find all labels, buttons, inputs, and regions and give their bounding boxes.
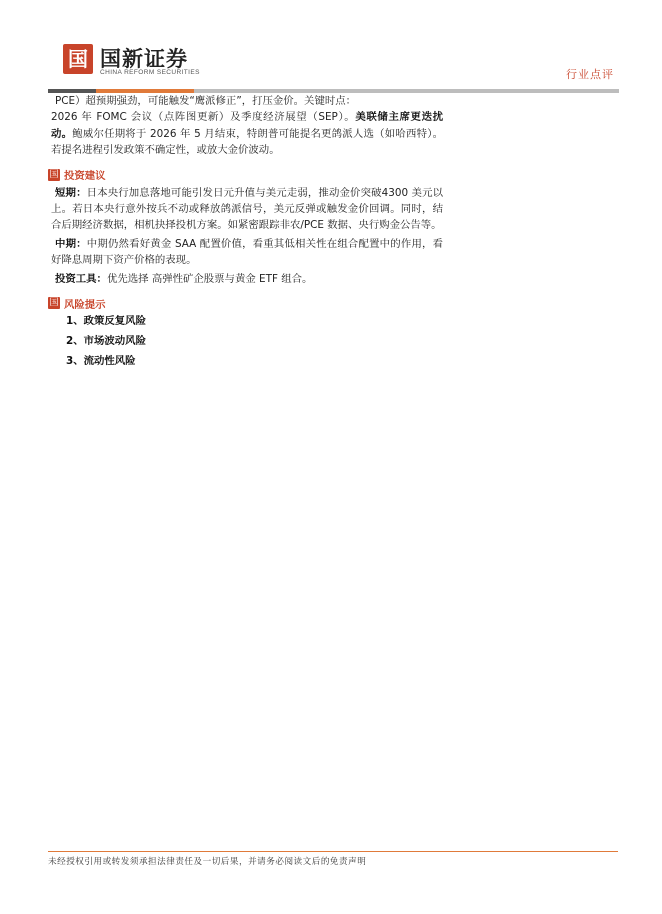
logo-english-name: CHINA REFORM SECURITIES <box>100 69 200 76</box>
intro-paragraph <box>48 93 443 159</box>
intro-line-2: 2026 年 FOMC 会议（点阵图更新）及季度经济展望（SEP）。 <box>51 111 356 124</box>
risk-item: 2、市场波动风险 <box>66 335 146 348</box>
logo-chinese-name: 国新证券 <box>100 46 188 71</box>
footer-divider <box>48 851 618 852</box>
risk-section-header <box>48 295 443 311</box>
tools-label: 投资工具： <box>55 272 107 285</box>
short-term-label: 短期： <box>55 186 87 199</box>
section-icon: 国 <box>49 169 59 180</box>
mid-term-label: 中期： <box>55 237 87 250</box>
section-icon: 国 <box>49 298 59 309</box>
mid-term-paragraph <box>48 236 443 269</box>
intro-text-2: 鲍威尔任期将于 2026 年 5 月结束，特朗普可能提名更鸽派人选（如哈西特）。若提名进程引发政策不确定性，或放大金价波动。 <box>51 127 444 157</box>
company-logo <box>63 44 203 80</box>
investment-section-header <box>48 167 443 183</box>
investment-section-title: 投资建议 <box>64 170 106 183</box>
short-term-paragraph <box>48 185 443 234</box>
short-term-text: 日本央行加息落地可能引发日元升值与美元走弱，推动金价突破4300 美元以上。若日本央行意外按兵不动或释放鸽派信号，美元反弹或触发金价回调。同时，结合后期经济数据，相机抉择投机方案。如紧密跟踪非农/PCE 数据、央行购金公告等。 <box>51 186 444 232</box>
tools-paragraph <box>48 271 443 287</box>
tools-text: 优先选择 高弹性矿企股票与黄金 ETF 组合。 <box>106 272 313 285</box>
mid-term-text: 中期仍然看好黄金 SAA 配置价值，看重其低相关性在组合配置中的作用，看好降息周期下资产价格的表现。 <box>51 237 444 267</box>
report-type-tag: 行业点评 <box>566 68 614 81</box>
risk-item: 1、政策反复风险 <box>66 315 146 328</box>
logo-mark-icon: 国 <box>63 44 93 74</box>
risk-section-title: 风险提示 <box>64 298 106 311</box>
report-body <box>48 93 443 371</box>
intro-bold-heading: 美联储主席更迭扰动。 <box>51 111 444 140</box>
footer-disclaimer: 未经授权引用或转发须承担法律责任及一切后果，并请务必阅读文后的免责声明 <box>48 857 367 867</box>
risk-item: 3、流动性风险 <box>66 355 136 368</box>
intro-line-1: PCE）超预期强劲，可能触发“鹰派修正”，打压金价。关键时点： <box>55 95 357 107</box>
